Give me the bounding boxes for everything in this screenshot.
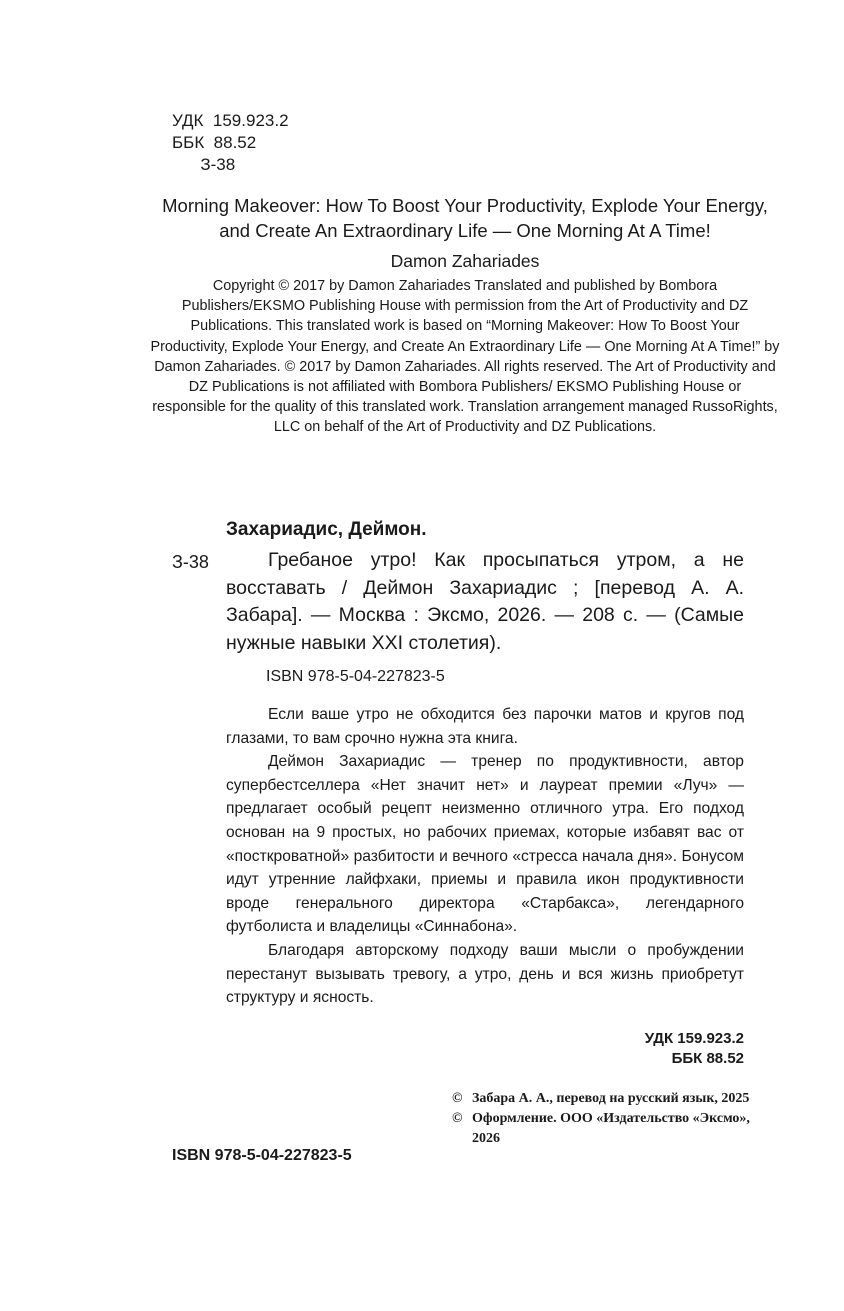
- catalog-description: Гребаное утро! Как просыпаться утром, а не восставать / Деймон Захариадис ; [перевод А. А. Забара]. — Москва : Эксмо, 2026. — 208 с. — (Самые нужные навыки XXI столетия).: [226, 549, 744, 654]
- udk-code: УДК 159.923.2: [172, 111, 289, 130]
- copyright-list: [452, 1089, 752, 1149]
- bbk-code: ББК 88.52: [172, 133, 257, 152]
- author-sign: З-38: [172, 155, 236, 174]
- original-title: Morning Makeover: How To Boost Your Productivity, Explode Your Energy, and Create An Extraordinary Life — One Morning At A Time!: [162, 195, 768, 241]
- bottom-isbn: ISBN 978-5-04-227823-5: [172, 1147, 352, 1164]
- annotation-paragraph: Благодаря авторскому подходу ваши мысли о пробуждении перестанут вызывать тревогу, а утро, день и вся жизнь приобретут структуру и ясность.: [226, 941, 744, 1007]
- original-author: Damon Zahariades: [390, 251, 540, 271]
- copyright-text: Оформление. ООО «Издательство «Эксмо», 2026: [472, 1111, 750, 1146]
- catalog-author-sign: З-38: [172, 552, 209, 572]
- top-classification-codes: [172, 110, 289, 176]
- annotation-paragraph: Если ваше утро не обходится без парочки матов и кругов под глазами, то вам срочно нужна эта книга.: [226, 706, 744, 747]
- bottom-bbk-code: ББК 88.52: [671, 1050, 744, 1067]
- copyright-item: [452, 1109, 752, 1149]
- bottom-udk-code: УДК 159.923.2: [644, 1030, 744, 1047]
- annotation-paragraph: Деймон Захариадис — тренер по продуктивности, автор супербестселлера «Нет значит нет» и лауреат премии «Луч» — предлагает особый рецепт неизменно отличного утра. Его подход основан на 9 простых, но рабочих приемах, которые избавят вас от «посткроватной» разбитости и вечного «стресса начала дня». Бонусом идут утренние лайфхаки, приемы и правила икон продуктивности вроде генерального директора «Старбакса», легендарного футболиста и владелицы «Синнабона».: [226, 753, 744, 936]
- copyright-sign: ©: [452, 1091, 463, 1106]
- bottom-classification-codes: [540, 1029, 744, 1069]
- copyright-sign: ©: [452, 1111, 463, 1126]
- copyright-item: [452, 1089, 752, 1109]
- copyright-notice: Copyright © 2017 by Damon Zahariades Translated and published by Bombora Publishers/EKSMO Publishing House with permission from the Art of Productivity and DZ Publications. This translated work is based on “Morning Makeover: How To Boost Your Productivity, Explode Your Energy, and Create An Extraordinary Life — One Morning At A Time!” by Damon Zahariades. © 2017 by Damon Zahariades. All rights reserved. The Art of Productivity and DZ Publications is not affiliated with Bombora Publishers/ EKSMO Publishing House or responsible for the quality of this translated work. Translation arrangement managed RussoRights, LLC on behalf of the Art of Productivity and DZ Publications.: [150, 278, 780, 436]
- catalog-isbn: ISBN 978-5-04-227823-5: [266, 668, 445, 685]
- copyright-text: Забара А. А., перевод на русский язык, 2025: [472, 1091, 750, 1106]
- annotation: [226, 703, 744, 1010]
- catalog-author-heading: Захариадис, Деймон.: [226, 519, 427, 540]
